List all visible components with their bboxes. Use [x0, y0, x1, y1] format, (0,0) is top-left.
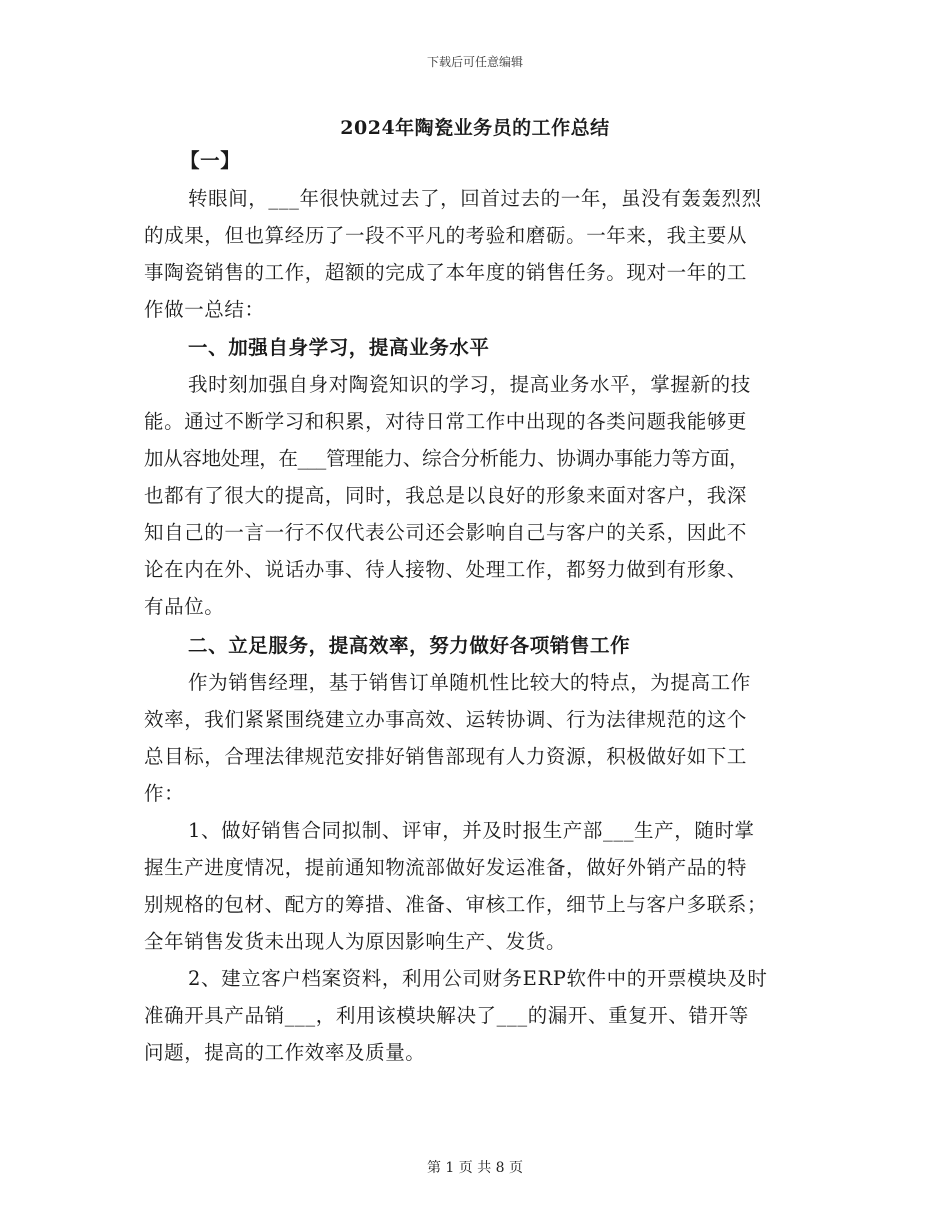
- paragraph-line: 作为销售经理，基于销售订单随机性比较大的特点，为提高工作: [188, 671, 751, 694]
- section-marker: 【一】: [180, 149, 241, 172]
- paragraph-line: 知自己的一言一行不仅代表公司还会影响自己与客户的关系，因此不: [144, 521, 748, 544]
- paragraph-line: 1、做好销售合同拟制、评审，并及时报生产部___生产，随时掌: [188, 819, 755, 842]
- paragraph-line: 我时刻加强自身对陶瓷知识的学习，提高业务水平，掌握新的技: [188, 373, 751, 396]
- paragraph-line: 别规格的包材、配方的筹措、准备、审核工作，细节上与客户多联系；: [144, 893, 768, 916]
- document-title: 2024年陶瓷业务员的工作总结: [340, 117, 610, 139]
- paragraph-line: 准确开具产品销___，利用该模块解决了___的漏开、重复开、错开等: [144, 1004, 749, 1027]
- paragraph-line: 全年销售发货未出现人为原因影响生产、发货。: [144, 930, 567, 953]
- section-heading: 二、立足服务，提高效率，努力做好各项销售工作: [188, 634, 631, 657]
- paragraph-line: 有品位。: [144, 595, 225, 618]
- paragraph-line: 能。通过不断学习和积累，对待日常工作中出现的各类问题我能够更: [144, 410, 748, 433]
- page-number: 第 1 页 共 8 页: [426, 1160, 524, 1176]
- paragraph-line: 问题，提高的工作效率及质量。: [144, 1041, 426, 1064]
- paragraph-line: 效率，我们紧紧围绕建立办事高效、运转协调、行为法律规范的这个: [144, 708, 748, 731]
- paragraph-line: 握生产进度情况，提前通知物流部做好发运准备，做好外销产品的特: [144, 856, 748, 879]
- paragraph-line: 也都有了很大的提高，同时，我总是以良好的形象来面对客户，我深: [144, 484, 748, 507]
- paragraph-line: 作做一总结：: [144, 298, 265, 321]
- paragraph-line: 转眼间，___年很快就过去了，回首过去的一年，虽没有轰轰烈烈: [188, 187, 762, 210]
- paragraph-line: 事陶瓷销售的工作，超额的完成了本年度的销售任务。现对一年的工: [144, 261, 748, 284]
- paragraph-line: 加从容地处理，在___管理能力、综合分析能力、协调办事能力等方面，: [144, 447, 749, 470]
- header-note: 下载后可任意编辑: [426, 55, 523, 69]
- section-heading: 一、加强自身学习，提高业务水平: [188, 336, 490, 359]
- paragraph-line: 论在内在外、说话办事、待人接物、处理工作，都努力做到有形象、: [144, 558, 748, 581]
- paragraph-line: 的成果，但也算经历了一段不平凡的考验和磨砺。一年来，我主要从: [144, 224, 748, 247]
- paragraph-line: 2、建立客户档案资料，利用公司财务ERP软件中的开票模块及时: [188, 967, 768, 990]
- paragraph-line: 作：: [144, 782, 185, 805]
- paragraph-line: 总目标，合理法律规范安排好销售部现有人力资源，积极做好如下工: [144, 745, 748, 768]
